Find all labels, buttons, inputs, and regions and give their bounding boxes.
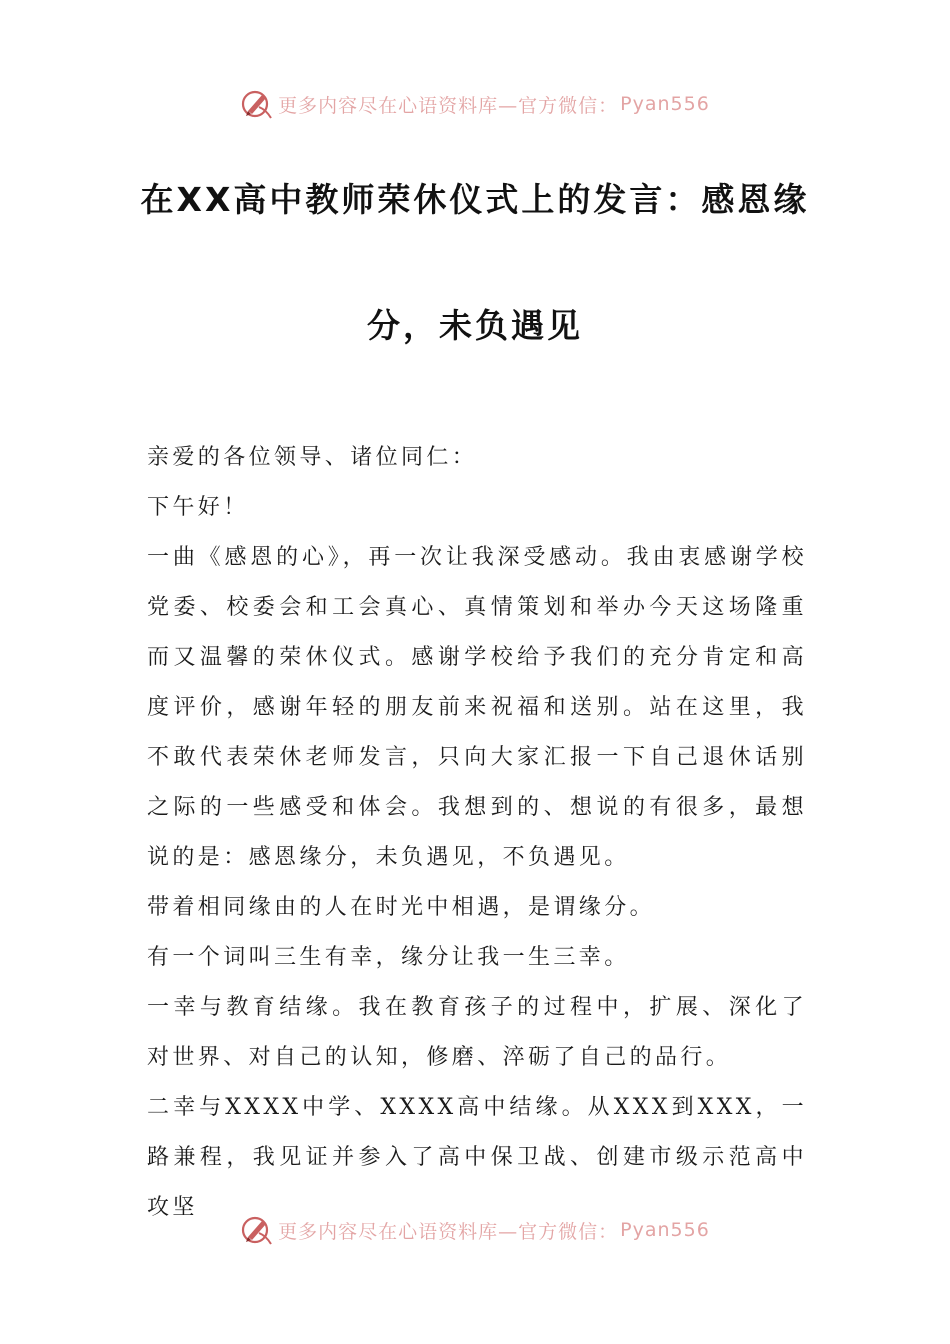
document-body [147, 433, 807, 1233]
body-paragraph: 带着相同缘由的人在时光中相遇，是谓缘分。 [147, 895, 656, 920]
watermark-wechat-id: Pyan556 [620, 93, 710, 115]
body-paragraph: 有一个词叫三生有幸，缘分让我一生三幸。 [147, 945, 630, 970]
header-watermark [0, 84, 950, 124]
watermark-wechat-id: Pyan556 [620, 1219, 710, 1241]
watermark-text: 更多内容尽在心语资料库—官方微信： [278, 1220, 619, 1243]
greeting: 下午好！ [147, 495, 249, 520]
document-title-line-2: 分，未负遇见 [367, 306, 583, 345]
pen-logo-icon [240, 87, 274, 121]
footer-watermark [0, 1210, 950, 1250]
body-paragraph: 一幸与教育结缘。我在教育孩子的过程中，扩展、深化了对世界、对自己的认知，修磨、淬砺了自己的品行。 [147, 995, 807, 1070]
body-paragraph: 二幸与XXXX中学、XXXX高中结缘。从XXX到XXX，一路兼程，我见证并参入了高中保卫战、创建市级示范高中攻坚 [147, 1095, 807, 1220]
salutation: 亲爱的各位领导、诸位同仁： [147, 445, 478, 470]
body-paragraph: 一曲《感恩的心》，再一次让我深受感动。我由衷感谢学校党委、校委会和工会真心、真情策划和举办今天这场隆重而又温馨的荣休仪式。感谢学校给予我们的充分肯定和高度评价，感谢年轻的朋友前来祝福和送别。站在这里，我不敢代表荣休老师发言，只向大家汇报一下自己退休话别之际的一些感受和体会。我想到的、想说的有很多，最想说的是：感恩缘分，未负遇见，不负遇见。 [147, 545, 807, 870]
document-title-line-1: 在XX高中教师荣休仪式上的发言：感恩缘 [140, 180, 810, 219]
pen-logo-icon [240, 1213, 274, 1247]
watermark-text: 更多内容尽在心语资料库—官方微信： [278, 94, 619, 117]
